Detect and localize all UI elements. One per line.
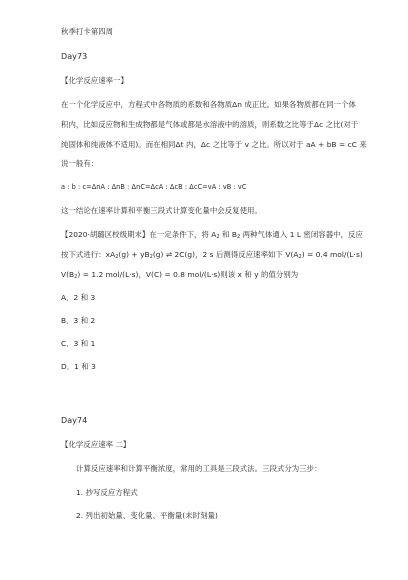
section-heading-rate-1: 【化学反应速率一】	[61, 76, 128, 85]
option-d: D．1 和 3	[61, 362, 96, 371]
paragraph-line: 纯固体和纯液体不适用)。而在相同Δt 内，Δc 之比等于 v 之比。所以对于 aA + bB = cC 来	[61, 140, 367, 149]
step-2: 2. 列出初始量、变化量、平衡量(末时刻量)	[76, 511, 218, 520]
section-heading-rate-2: 【化学反应速率 二】	[61, 440, 131, 449]
question-line-2: 按下式进行：$xA_2(g) + yB_2(g)$ ⇌ 2C(g)，2 s 后测得反应速率如下 $V(A_2) = 0.4$ mol/(L·s)	[61, 250, 363, 260]
paragraph-line: 在一个化学反应中，方程式中各物质的系数和各物质Δn 成正比。如果各物质都在同一个体	[61, 100, 356, 109]
question-line-3: $V(B_2) = 1.2$ mol/(L·s)，V(C) = 0.8 mol/(L·s)则该 x 和 y 的值分别为	[61, 270, 299, 280]
conclusion-note: 这一结论在速率计算和平衡三段式计算变化量中会反复使用。	[61, 206, 262, 215]
option-a: A．2 和 3	[61, 293, 96, 302]
question-line-1: 【2020·胡璐区校级期末】在一定条件下，将 $A_2$ 和 $B_2$ 两种气体通入 1 L 密闭容器中，反应	[61, 230, 363, 240]
paragraph-line: 说一般有：	[61, 159, 99, 168]
step-1: 1. 抄写反应方程式	[76, 488, 138, 497]
day74-label: Day74	[61, 416, 88, 425]
intro-text: 计算反应速率和计算平衡浓度，常用的工具是三段式法。三段式分为三步：	[76, 464, 322, 473]
option-c: C．3 和 1	[61, 339, 96, 348]
paragraph-line: 积内，比如反应物和生成物都是气体或都是水溶液中的溶质，则系数之比等于Δc 之比(对于	[61, 120, 359, 129]
week-title: 秋季打卡第四周	[61, 27, 114, 36]
day73-label: Day73	[61, 52, 88, 61]
option-b: B．3 和 2	[61, 316, 96, 325]
ratio-formula: a : b : c=ΔnA : ΔnB : ΔnC=ΔcA : ΔcB : ΔcC=vA : vB : vC	[61, 183, 247, 191]
